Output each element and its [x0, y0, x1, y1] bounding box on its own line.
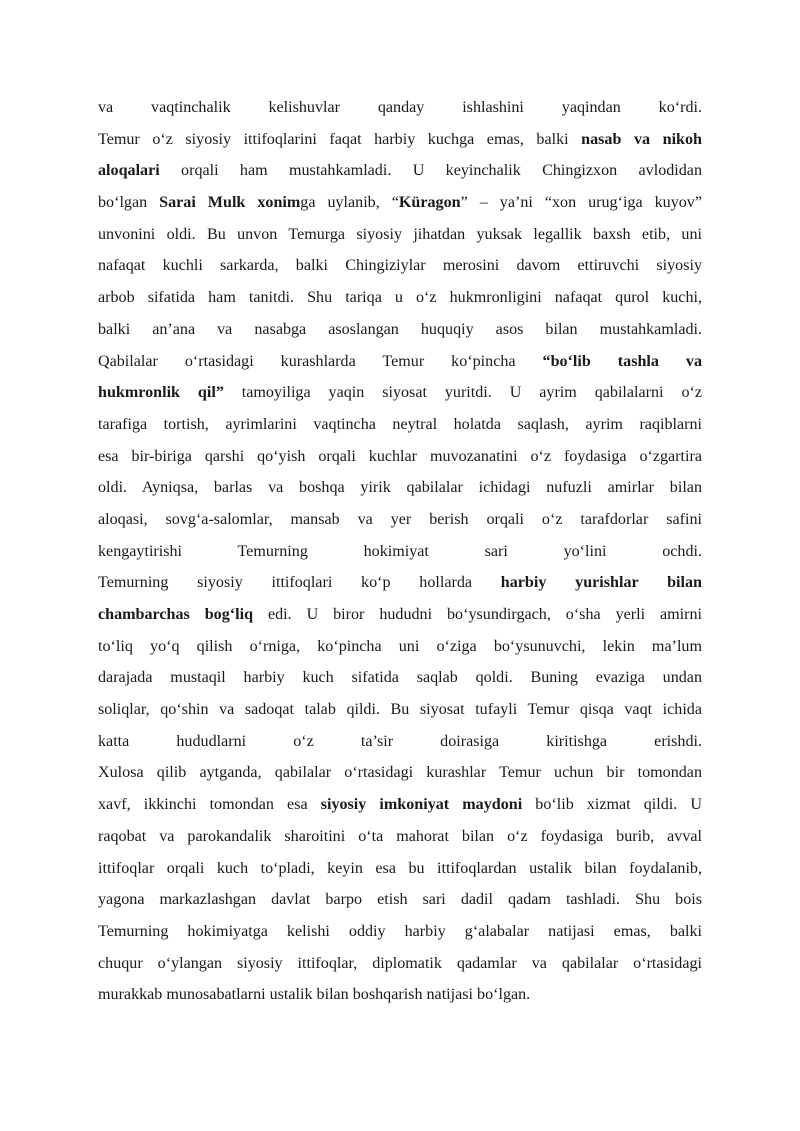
text-line [98, 567, 702, 599]
text-line [98, 441, 702, 473]
text-run: ” – ya’ni “xon urug‘iga kuyov” [460, 194, 702, 212]
text-run: aloqasi, sovg‘a-salomlar, mansab va yer berish orqali o‘z tarafdorlar safini [98, 510, 702, 528]
bold-text: siyosiy imkoniyat maydoni [320, 796, 523, 814]
text-run: tamoyiliga yaqin siyosat yuritdi. U ayrim qabilalarni o‘z [223, 384, 702, 402]
text-run: murakkab munosabatlarni ustalik bilan boshqarish natijasi bo‘lgan. [98, 986, 531, 1004]
text-line [98, 124, 702, 156]
bold-text: hukmronlik qil” [98, 384, 224, 402]
bold-text: nasab va nikoh [581, 130, 702, 148]
text-run: raqobat va parokandalik sharoitini o‘ta mahorat bilan o‘z foydasiga burib, avval [98, 827, 702, 845]
text-line [98, 916, 702, 948]
text-run: arbob sifatida ham tanitdi. Shu tariqa u o‘z hukmronligini nafaqat qurol kuchi, [98, 289, 702, 307]
text-run: darajada mustaqil harbiy kuch sifatida saqlab qoldi. Buning evaziga undan [98, 669, 702, 687]
text-run: Qabilalar o‘rtasidagi kurashlarda Temur ko‘pincha [98, 352, 543, 370]
text-run: yagona markazlashgan davlat barpo etish sari dadil qadam tashladi. Shu bois [98, 891, 702, 909]
text-run: Temur o‘z siyosiy ittifoqlarini faqat harbiy kuchga emas, balki [98, 130, 582, 148]
text-line [98, 219, 702, 251]
text-run: chuqur o‘ylangan siyosiy ittifoqlar, diplomatik qadamlar va qabilalar o‘rtasidagi [98, 954, 702, 972]
text-line [98, 377, 702, 409]
text-run: xavf, ikkinchi tomondan esa [98, 796, 321, 814]
bold-text: Küragon [398, 194, 461, 212]
text-run: ittifoqlar orqali kuch to‘pladi, keyin esa bu ittifoqlardan ustalik bilan foydalanib, [98, 859, 702, 877]
bold-text: harbiy yurishlar bilan [500, 574, 702, 592]
text-line [98, 187, 702, 219]
text-line [98, 884, 702, 916]
text-line [98, 155, 702, 187]
text-run: bo‘lib xizmat qildi. U [522, 796, 703, 814]
bold-text: “bo‘lib tashla va [542, 352, 703, 370]
text-line [98, 409, 702, 441]
text-run: Xulosa qilib aytganda, qabilalar o‘rtasidagi kurashlar Temur uchun bir tomondan [98, 764, 702, 782]
bold-text: aloqalari [98, 162, 160, 180]
bold-text: Sarai Mulk xonim [159, 194, 301, 212]
text-run: bo‘lgan [98, 194, 160, 212]
text-run: to‘liq yo‘q qilish o‘rniga, ko‘pincha uni o‘ziga bo‘ysunuvchi, lekin ma’lum [98, 637, 702, 655]
text-run: nafaqat kuchli sarkarda, balki Chingiziylar merosini davom ettiruvchi siyosiy [98, 257, 702, 275]
text-line [98, 853, 702, 885]
text-line [98, 536, 702, 568]
text-run: tarafiga tortish, ayrimlarini vaqtincha neytral holatda saqlash, ayrim raqiblarni [98, 415, 702, 433]
text-run: kengaytirishi Temurning hokimiyat sari yo‘lini ochdi. [98, 542, 702, 560]
bold-text: chambarchas bog‘liq [98, 606, 254, 623]
text-line [98, 948, 702, 980]
text-run: soliqlar, qo‘shin va sadoqat talab qildi. Bu siyosat tufayli Temur qisqa vaqt ichida [98, 701, 702, 719]
text-line [98, 631, 702, 663]
text-run: ga uylanib, “ [300, 194, 399, 212]
text-run: edi. U biror hududni bo‘ysundirgach, o‘sha yerli amirni [253, 606, 702, 623]
text-line [98, 314, 702, 346]
text-run: oldi. Ayniqsa, barlas va boshqa yirik qabilalar ichidagi nufuzli amirlar bilan [98, 479, 702, 497]
text-line [98, 472, 702, 504]
text-run: unvonini oldi. Bu unvon Temurga siyosiy jihatdan yuksak legallik baxsh etib, uni [98, 225, 702, 243]
text-line [98, 662, 702, 694]
text-line [98, 504, 702, 536]
text-line [98, 757, 702, 789]
text-line [98, 979, 702, 1011]
document-page [98, 92, 702, 1011]
text-run: orqali ham mustahkamladi. U keyinchalik Chingizxon avlodidan [159, 162, 702, 180]
body-text [98, 92, 702, 1011]
text-line [98, 821, 702, 853]
text-line [98, 599, 702, 631]
text-run: Temurning siyosiy ittifoqlari ko‘p hollarda [98, 574, 501, 592]
text-line [98, 789, 702, 821]
text-line [98, 694, 702, 726]
text-line [98, 346, 702, 378]
text-run: va vaqtinchalik kelishuvlar qanday ishlashini yaqindan ko‘rdi. [98, 99, 702, 116]
text-line [98, 726, 702, 758]
text-line [98, 250, 702, 282]
text-run: esa bir-biriga qarshi qo‘yish orqali kuchlar muvozanatini o‘z foydasiga o‘zgartira [98, 447, 702, 465]
text-run: Temurning hokimiyatga kelishi oddiy harbiy g‘alabalar natijasi emas, balki [98, 922, 702, 940]
text-line [98, 92, 702, 124]
text-run: katta hududlarni o‘z ta’sir doirasiga kiritishga erishdi. [98, 732, 702, 750]
text-line [98, 282, 702, 314]
text-run: balki an’ana va nasabga asoslangan huquqiy asos bilan mustahkamladi. [98, 320, 702, 338]
